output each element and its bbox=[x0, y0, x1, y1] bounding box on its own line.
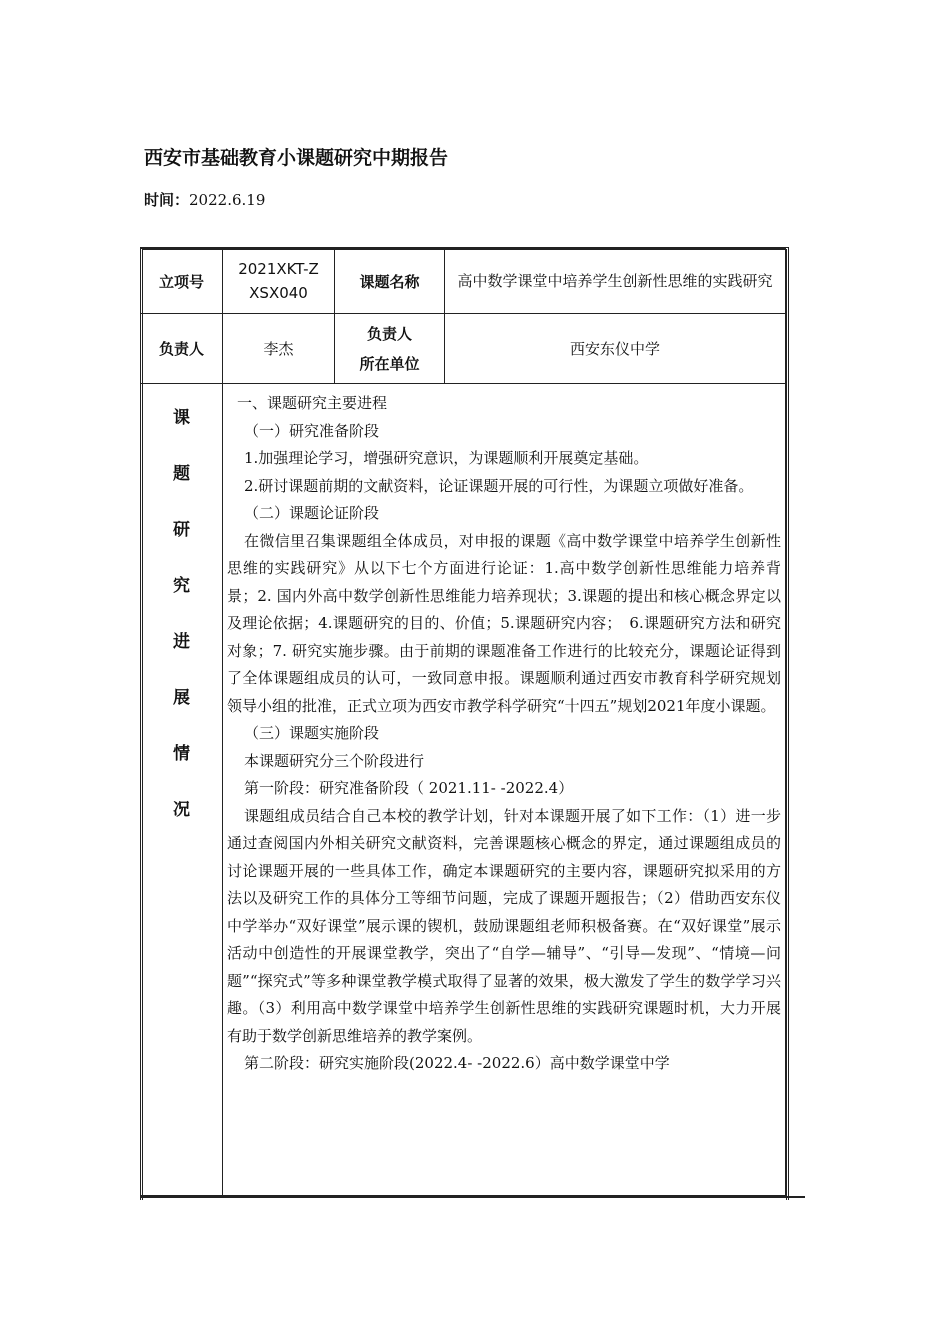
project-number-label: 立项号 bbox=[141, 249, 223, 314]
project-number-value: 2021XKT-ZXSX040 bbox=[223, 249, 335, 314]
side-char: 进 bbox=[173, 632, 190, 652]
subsection-heading: （一）研究准备阶段 bbox=[244, 421, 380, 440]
side-char: 研 bbox=[173, 520, 190, 540]
subsection-heading: （二）课题论证阶段 bbox=[244, 504, 380, 522]
report-date bbox=[144, 189, 265, 210]
report-table bbox=[140, 248, 786, 1196]
table-row bbox=[141, 384, 786, 1196]
leader-unit-label-line1: 负责人 bbox=[366, 324, 412, 343]
leader-unit-label-line2: 所在单位 bbox=[359, 354, 420, 373]
document-title: 西安市基础教育小课题研究中期报告 bbox=[144, 147, 449, 169]
section-heading: 一、课题研究主要进程 bbox=[237, 394, 388, 412]
side-char: 情 bbox=[173, 744, 190, 764]
paragraph: 2.研讨课题前期的文献资料，论证课题开展的可行性，为课题立项做好准备。 bbox=[244, 476, 754, 495]
leader-value: 李杰 bbox=[223, 314, 335, 384]
leader-unit-value: 西安东仪中学 bbox=[445, 314, 786, 384]
progress-content bbox=[223, 384, 786, 1196]
project-title-label: 课题名称 bbox=[335, 249, 445, 314]
side-char: 展 bbox=[173, 688, 190, 708]
subsection-heading: （三）课题实施阶段 bbox=[244, 724, 380, 742]
side-char: 况 bbox=[173, 800, 190, 820]
side-char: 课 bbox=[173, 408, 190, 428]
paragraph: 课题组成员结合自己本校的教学计划，针对本课题开展了如下工作：（1）进一步通过查阅国内外相关研究文献资料，完善课题核心概念的界定，通过课题组成员的讨论课题开展的一些具体工作，确定本课题研究的主要内容，课题研究拟采用的方法以及研究工作的具体分工等细节问题，完成了课题开题报告；（2）借助西安东仪中学举办“双好课堂”展示课的锲机，鼓励课题组老师积极备赛。在“双好课堂”展示活动中创造性的开展课堂教学，突出了“自学—辅导”、“引导—发现”、“情境—问题”“探究式”等多种课堂教学模式取得了显著的效果，极大激发了学生的数学学习兴趣。（3）利用高中数学课堂中培养学生创新性思维的实践研究课题时机，大力开展有助于数学创新思维培养的教学案例。 bbox=[227, 806, 781, 1045]
side-char: 题 bbox=[173, 464, 190, 484]
table-row bbox=[141, 249, 786, 314]
project-title-value: 高中数学课堂中培养学生创新性思维的实践研究 bbox=[445, 249, 786, 314]
side-char: 究 bbox=[173, 576, 190, 596]
table-cut-line bbox=[140, 1196, 805, 1198]
paragraph: 第二阶段：研究实施阶段(2022.4- -2022.6）高中数学课堂中学 bbox=[244, 1054, 670, 1072]
leader-label: 负责人 bbox=[141, 314, 223, 384]
paragraph: 在微信里召集课题组全体成员，对申报的课题《高中数学课堂中培养学生创新性思维的实践研究》从以下七个方面进行论证：1.高中数学创新性思维能力培养背景；2. 国内外高中数学创新性思维能力培养现状；3.课题的提出和核心概念界定以及理论依据；4.课题研究的目的、价值；5.课题研究内容； 6.课题研究方法和研究对象；7. 研究实施步骤。由于前期的课题准备工作进行的比较充分，课题论证得到了全体课题组成员的认可，一致同意申报。课题顺利通过西安市教育科学研究规划领导小组的批准，正式立项为西安市教学科学研究“十四五”规划2021年度小课题。 bbox=[227, 531, 781, 715]
progress-side-label bbox=[141, 384, 223, 1196]
leader-unit-label bbox=[335, 314, 445, 384]
paragraph: 本课题研究分三个阶段进行 bbox=[244, 751, 425, 770]
table-row bbox=[141, 314, 786, 384]
date-label: 时间： bbox=[144, 191, 190, 209]
paragraph: 1.加强理论学习，增强研究意识，为课题顺利开展奠定基础。 bbox=[244, 449, 649, 467]
date-value: 2022.6.19 bbox=[189, 191, 266, 209]
paragraph: 第一阶段：研究准备阶段（ 2021.11- -2022.4） bbox=[244, 779, 574, 797]
